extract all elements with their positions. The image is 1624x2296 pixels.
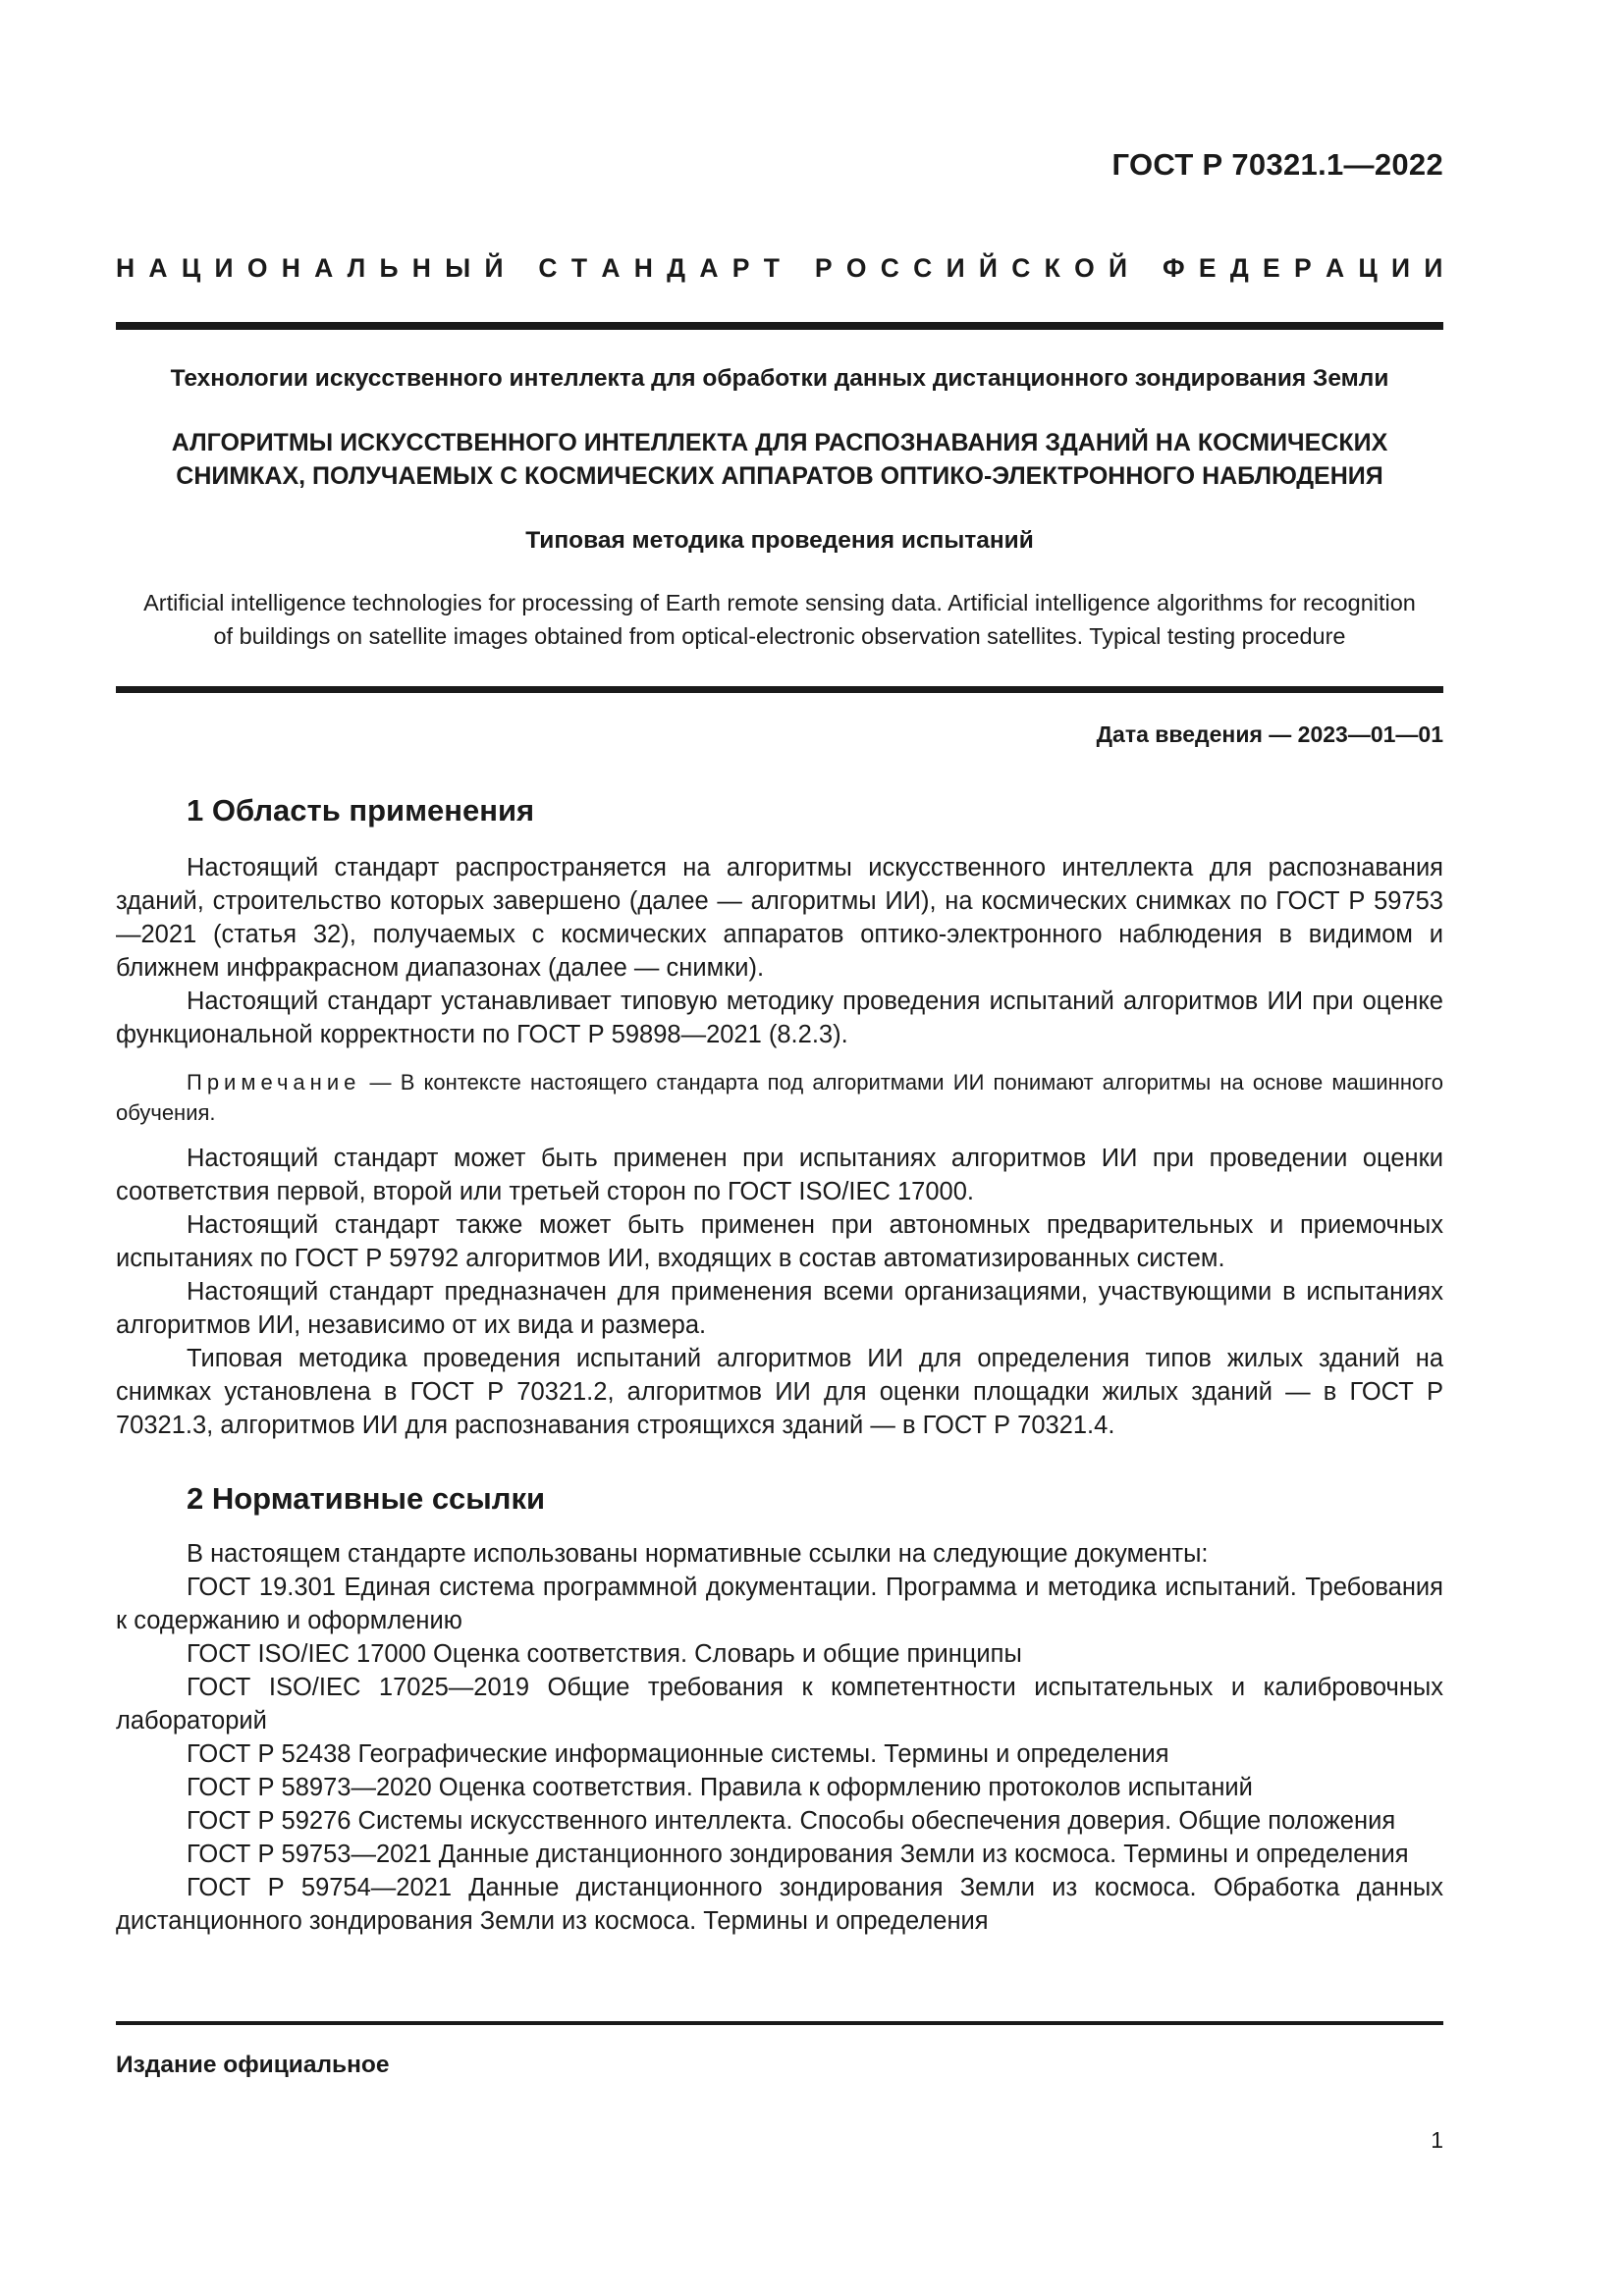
title-letter: Н [281, 253, 300, 283]
title-letter: С [538, 253, 558, 283]
reference-item: ГОСТ ISO/IEC 17000 Оценка соответствия. Словарь и общие принципы [187, 1640, 1022, 1668]
series-title: Технологии искусственного интеллекта для обработки данных дистанционного зондирования Земли [170, 365, 1389, 392]
document-code: ГОСТ Р 70321.1—2022 [1111, 147, 1443, 182]
title-letter: Ы [445, 253, 471, 283]
date-introduced: Дата введения — 2023—01—01 [1096, 721, 1443, 747]
section-1-heading: 1 Область применения [187, 793, 535, 828]
title-letter: Р [1294, 253, 1312, 283]
title-letter [1141, 253, 1148, 284]
title-letter: Е [1263, 253, 1280, 283]
reference-item: ГОСТ ISO/IEC 17025—2019 Общие требования к компетентности испытательных и калибровочных лабораторий [116, 1674, 1443, 1735]
english-title [116, 586, 1443, 653]
title-letter [793, 253, 800, 284]
paragraph: Настоящий стандарт устанавливает типовую методику проведения испытаний алгоритмов ИИ при оценке функциональной корректности по ГОСТ Р 59898—2021 (8.2.3). [116, 988, 1443, 1048]
title-letter: А [1325, 253, 1345, 283]
english-title-line-1: Artificial intelligence technologies for processing of Earth remote sensing data. Artificial intelligence algorithms for recognition [143, 590, 1416, 615]
title-letter: Й [978, 253, 998, 283]
section-1-body-cont [116, 1142, 1443, 1442]
title-letter [517, 253, 524, 284]
paragraph: Настоящий стандарт также может быть применен при автономных предварительных и приемочных испытаниях по ГОСТ Р 59792 алгоритмов ИИ, входящих в состав автоматизированных систем. [116, 1211, 1443, 1272]
title-letter: И [1391, 253, 1411, 283]
title-letter: Ц [181, 253, 201, 283]
title-letter: Т [570, 253, 588, 283]
title-letter: Е [1198, 253, 1217, 283]
title-letter: О [246, 253, 268, 283]
paragraph: Настоящий стандарт распространяется на алгоритмы искусственного интеллекта для распознавания зданий, строительство которых завершено (далее — алгоритмы ИИ), на космических снимках по ГОСТ Р 59753—2021 (статья 32), получаемых с космических аппаратов оптико-электронного наблюдения в видимом и ближнем инфракрасном диапазонах (далее — снимки). [116, 854, 1443, 982]
title-letter: Й [1109, 253, 1128, 283]
reference-item: ГОСТ Р 59754—2021 Данные дистанционного зондирования Земли из космоса. Обработка данных дистанционного зондирования Земли из космоса. Термины и определения [116, 1874, 1443, 1935]
english-title-line-2: of buildings on satellite images obtained from optical-electronic observation satellites. Typical testing procedure [213, 623, 1346, 649]
section-2-heading: 2 Нормативные ссылки [187, 1481, 546, 1516]
title-letter: Т [763, 253, 780, 283]
title-letter: Н [116, 253, 135, 283]
title-letter: С [1011, 253, 1031, 283]
reference-item: ГОСТ Р 52438 Географические информационные системы. Термины и определения [187, 1740, 1169, 1768]
paragraph: Типовая методика проведения испытаний алгоритмов ИИ для определения типов жилых зданий на снимках установлена в ГОСТ Р 70321.2, алгоритмов ИИ для оценки площадки жилых зданий — в ГОСТ Р 70321.3, алгоритмов ИИ для распознавания строящихся зданий — в ГОСТ Р 70321.4. [116, 1345, 1443, 1439]
top-rule [116, 322, 1443, 330]
title-letter: С [913, 253, 933, 283]
note-text: — В контексте настоящего стандарта под алгоритмами ИИ понимают алгоритмы на основе машинного обучения. [116, 1070, 1443, 1125]
title-letter: С [880, 253, 899, 283]
page-number: 1 [1431, 2127, 1443, 2153]
main-title-line-2: СНИМКАХ, ПОЛУЧАЕМЫХ С КОСМИЧЕСКИХ АППАРАТОВ ОПТИКО-ЭЛЕКТРОННОГО НАБЛЮДЕНИЯ [176, 462, 1383, 490]
title-letter: Л [347, 253, 366, 283]
title-letter: Ф [1163, 253, 1185, 283]
title-bottom-rule [116, 686, 1443, 693]
main-title [116, 426, 1443, 493]
paragraph: Настоящий стандарт предназначен для применения всеми организациями, участвующими в испытаниях алгоритмов ИИ, независимо от их вида и размера. [116, 1278, 1443, 1339]
title-letter: Д [667, 253, 686, 283]
title-letter: А [314, 253, 334, 283]
main-title-line-1: АЛГОРИТМЫ ИСКУССТВЕННОГО ИНТЕЛЛЕКТА ДЛЯ РАСПОЗНАВАНИЯ ЗДАНИЙ НА КОСМИЧЕСКИХ [171, 429, 1388, 456]
title-letter: Н [633, 253, 653, 283]
title-letter: О [845, 253, 867, 283]
note [116, 1067, 1443, 1128]
section-1-body [116, 851, 1443, 1051]
title-letter: И [1424, 253, 1443, 283]
reference-item: ГОСТ Р 58973—2020 Оценка соответствия. Правила к оформлению протоколов испытаний [187, 1774, 1253, 1801]
national-standard-title [116, 253, 1443, 284]
reference-item: ГОСТ Р 59753—2021 Данные дистанционного зондирования Земли из космоса. Термины и определения [187, 1841, 1409, 1868]
section-2-body [116, 1537, 1443, 1938]
footer-rule [116, 2021, 1443, 2025]
title-letter: О [1074, 253, 1095, 283]
title-letter: А [699, 253, 719, 283]
title-letter: А [148, 253, 168, 283]
reference-item: ГОСТ 19.301 Единая система программной документации. Программа и методика испытаний. Требования к содержанию и оформлению [116, 1574, 1443, 1634]
title-letter: Й [484, 253, 504, 283]
title-letter: Ь [379, 253, 399, 283]
title-letter: Н [411, 253, 431, 283]
title-letter: А [601, 253, 621, 283]
title-letter: И [214, 253, 234, 283]
official-edition-label: Издание официальное [116, 2052, 390, 2078]
subtitle: Типовая методика проведения испытаний [525, 527, 1034, 554]
reference-item: ГОСТ Р 59276 Системы искусственного интеллекта. Способы обеспечения доверия. Общие положения [187, 1807, 1396, 1835]
title-letter: Р [814, 253, 833, 283]
title-letter: Р [731, 253, 750, 283]
note-label: Примечание [187, 1070, 361, 1095]
title-letter: К [1044, 253, 1060, 283]
title-letter: Ц [1358, 253, 1378, 283]
title-letter: И [946, 253, 965, 283]
paragraph: В настоящем стандарте использованы нормативные ссылки на следующие документы: [187, 1540, 1209, 1568]
paragraph: Настоящий стандарт может быть применен при испытаниях алгоритмов ИИ при проведении оценки соответствия первой, второй или третьей сторон по ГОСТ ISO/IEC 17000. [116, 1145, 1443, 1205]
title-letter: Д [1229, 253, 1249, 283]
